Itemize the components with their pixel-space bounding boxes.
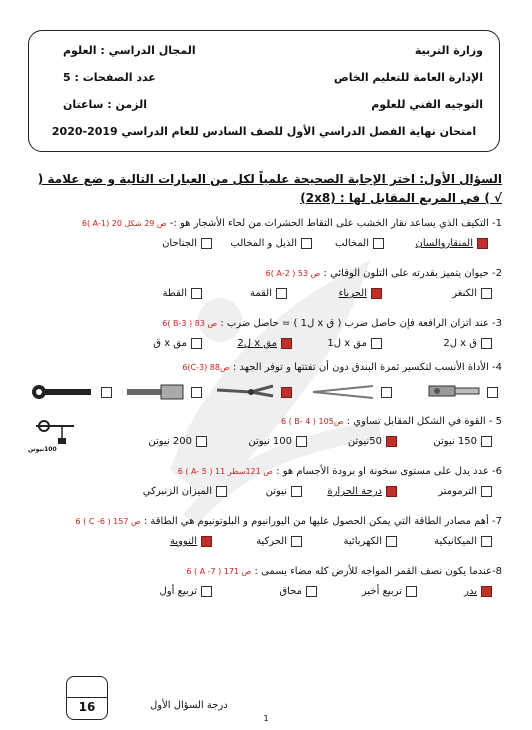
option-3c[interactable]: مق x ل2 [237,338,292,349]
page-reference: ص 121سطر 11 ( A- 5 ) 6 [177,467,273,476]
scraper-icon [125,380,185,404]
checkbox[interactable] [481,436,492,447]
checkbox[interactable] [371,338,382,349]
option-2d[interactable]: القطة [163,288,202,299]
question-item-4 [30,362,502,373]
page-reference: ص 83 ( B-3 )6 [162,319,218,328]
exam-duration: الزمن : ساعتان [63,98,147,111]
checkbox[interactable] [196,436,207,447]
tongs-icon [311,380,375,404]
page-reference: ص88 (C-3)6 [182,363,230,372]
checkbox[interactable] [201,238,212,249]
checkbox[interactable] [276,288,287,299]
checkbox[interactable] [481,486,492,497]
option-8b[interactable]: تربيع أخير [362,586,417,597]
option-5c[interactable]: 100 نيوتن [248,436,307,447]
ministry-name: وزارة التربية [414,44,483,57]
option-3a[interactable]: ق x ل2 [443,338,492,349]
tool-option-1[interactable] [427,380,498,404]
score-label: درجة السؤال الأول [150,700,228,711]
tool-option-5[interactable] [31,380,112,404]
checked-checkbox[interactable] [281,387,292,398]
question-item-7 [30,516,502,547]
exam-header [28,30,500,152]
page-reference: ص 171 ( A -7 ) 6 [186,567,252,576]
nutcracker-icon [427,380,481,404]
checkbox[interactable] [191,288,202,299]
page-reference: ص105 ( B- 4 ) 6 [280,417,344,426]
checkbox[interactable] [481,288,492,299]
checkbox[interactable] [306,586,317,597]
question-stem: 1- التكيف الذي يساعد نقار الخشب على التقاط الحشرات من لحاء الأشجار هو :- [169,218,502,229]
option-6b[interactable]: درجة الحرارة [327,486,397,497]
checked-checkbox[interactable] [371,288,382,299]
option-7b[interactable]: الكهربائية [344,536,397,547]
checked-checkbox[interactable] [201,536,212,547]
question-stem: 4- الأداة الأنسب لتكسير ثمرة البندق دون أن تفتتها و توفر الجهد : [232,362,502,373]
checkbox[interactable] [301,238,312,249]
lever-figure [32,414,78,460]
checked-checkbox[interactable] [281,338,292,349]
checkbox[interactable] [406,586,417,597]
checkbox[interactable] [191,387,202,398]
option-2c[interactable]: القمة [250,288,287,299]
question-1-title: السؤال الأول: اختر الإجابة الصحيحة علمياً لكل من العبارات التالية و ضع علامة ( √ ) في المربع المقابل لها : (2x8) [37,172,502,205]
administration-name: الإدارة العامة للتعليم الخاص [333,71,483,84]
checkbox[interactable] [381,387,392,398]
checkbox[interactable] [373,238,384,249]
question-stem: 3- عند اتزان الرافعة فإن حاصل ضرب ( ق x ل1 ) = حاصل ضرب : [220,318,502,329]
page-count: عدد الصفحات : 5 [63,71,156,84]
question-stem: 6- عدد يدل على مستوى سخونة او برودة الأجسام هو : [276,466,502,477]
option-1b[interactable]: المخالب [335,238,384,249]
tool-option-2[interactable] [311,380,392,404]
option-2a[interactable]: الكنغر [452,288,492,299]
page-number: 1 [263,714,269,723]
checked-checkbox[interactable] [386,436,397,447]
question-item-1 [30,218,502,249]
option-8c[interactable]: محاق [279,586,317,597]
question-item-8 [30,566,502,597]
checkbox[interactable] [291,486,302,497]
pliers-icon [215,380,275,404]
checked-checkbox[interactable] [477,238,488,249]
tool-option-3[interactable] [215,380,292,404]
question-item-3 [30,318,502,349]
option-6c[interactable]: نيوتن [266,486,302,497]
checkbox[interactable] [487,387,498,398]
option-6a[interactable]: الترمومتر [438,486,492,497]
checkbox[interactable] [191,338,202,349]
checkbox[interactable] [481,338,492,349]
option-8a[interactable]: بدر [464,586,492,597]
question-stem: 7- أهم مصادر الطاقة التي يمكن الحصول عليها من اليورانيوم و البلوتونيوم هي الطاقة : [143,516,502,527]
option-3d[interactable]: مق x ق [153,338,202,349]
option-1d[interactable]: الجناحان [162,238,212,249]
page-reference: ص 29 شكل 20 (1-A )6 [81,219,167,228]
subject-field: المجال الدراسي : العلوم [63,44,196,57]
option-5d[interactable]: 200 نيوتن [148,436,207,447]
checked-checkbox[interactable] [481,586,492,597]
bottle-opener-icon [31,380,95,404]
checkbox[interactable] [481,536,492,547]
question-stem: 8-عندما يكون نصف القمر المواجه للأرض كله مضاء يسمى : [254,566,502,577]
guidance-name: التوجيه الفني للعلوم [371,98,483,111]
option-1a[interactable]: المنقاروالسان [415,238,488,249]
question-item-5 [30,416,502,447]
page-reference: ص 53 ( A-2 )6 [265,269,321,278]
exam-title: امتحان نهاية الفصل الدراسي الأول للصف السادس للعام الدراسي 2019-2020 [51,125,477,138]
question-item-2 [30,268,502,299]
option-2b[interactable]: الحرباء [339,288,382,299]
option-5a[interactable]: 150 نيوتن [433,436,492,447]
option-7c[interactable]: الحركية [256,536,302,547]
checkbox[interactable] [101,387,112,398]
checkbox[interactable] [216,486,227,497]
option-7a[interactable]: الميكانيكية [434,536,492,547]
option-8d[interactable]: تربيع أول [160,586,212,597]
checkbox[interactable] [296,436,307,447]
score-value: 16 [78,700,96,714]
tool-option-4[interactable] [125,380,202,404]
question-stem: 2- حيوان يتميز بقدرته على التلون الوقائي : [323,268,502,279]
checkbox[interactable] [386,536,397,547]
checked-checkbox[interactable] [386,486,397,497]
option-6d[interactable]: الميزان الزنبركي [143,486,227,497]
figure-label: 100نيوتن [28,446,57,453]
option-3b[interactable]: مق x ل1 [327,338,382,349]
question-stem: 5 - القوة في الشكل المقابل تساوي : [346,416,502,427]
question-item-6 [30,466,502,497]
checkbox[interactable] [291,536,302,547]
checkbox[interactable] [201,586,212,597]
page-reference: ص 157 ( C -6 ) 6 [75,517,141,526]
option-1c[interactable]: الذيل و المخالب [230,238,312,249]
option-7d[interactable]: النووية [170,536,212,547]
option-5b[interactable]: 50نيوتن [348,436,397,447]
